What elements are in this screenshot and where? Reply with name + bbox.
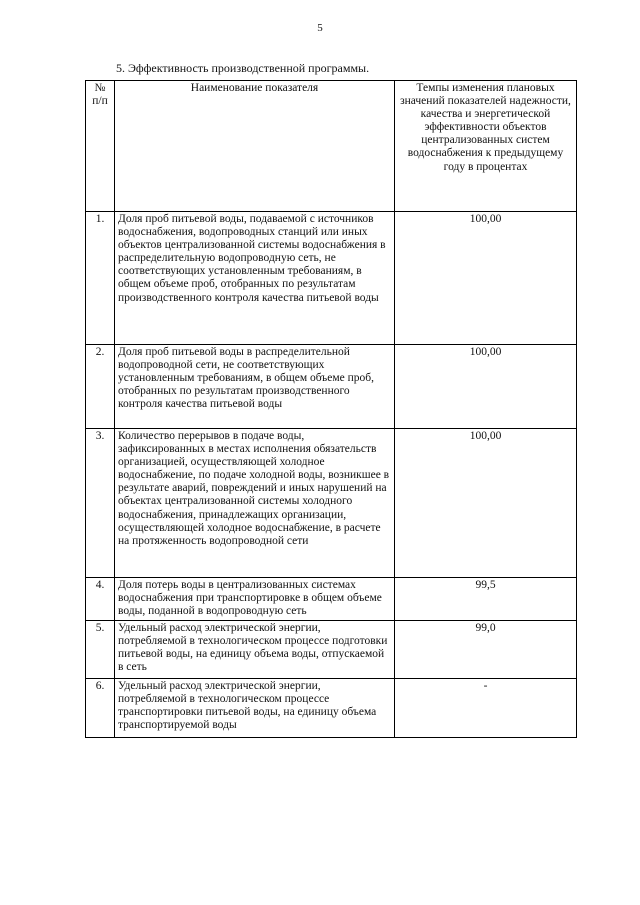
row-number: 2. xyxy=(86,345,115,429)
table-row xyxy=(86,679,577,738)
row-indicator-name: Количество перерывов в подаче воды, зафиксированных в местах исполнения обязательств организацией, осуществляющей холодное водоснабжение, по подаче холодной воды, возникшее в результате аварий, повреждений и иных нарушений на объектах централизованной системы холодного водоснабжения, принадлежащих организации, осуществляющей холодное водоснабжение, в расчете на протяженность водопроводной сети xyxy=(115,429,395,578)
header-number: № п/п xyxy=(86,81,115,212)
header-indicator-name: Наименование показателя xyxy=(115,81,395,212)
table-header-row xyxy=(86,81,577,212)
table-row xyxy=(86,578,577,621)
row-value: 99,0 xyxy=(395,621,577,679)
row-number: 1. xyxy=(86,212,115,345)
table-row xyxy=(86,345,577,429)
row-number: 5. xyxy=(86,621,115,679)
header-change-rate: Темпы изменения плановых значений показателей надежности, качества и энергетической эффективности объектов централизованных систем водоснабжения к предыдущему году в процентах xyxy=(395,81,577,212)
page-number: 5 xyxy=(317,22,323,34)
row-indicator-name: Доля проб питьевой воды в распределительной водопроводной сети, не соответствующих установленным требованиям, в общем объеме проб, отобранных по результатам производственного контроля качества питьевой воды xyxy=(115,345,395,429)
row-indicator-name: Удельный расход электрической энергии, потребляемой в технологическом процессе подготовки питьевой воды, на единицу объема воды, отпускаемой в сеть xyxy=(115,621,395,679)
row-value: - xyxy=(395,679,577,738)
row-number: 6. xyxy=(86,679,115,738)
table-row xyxy=(86,621,577,679)
table-row xyxy=(86,212,577,345)
row-value: 100,00 xyxy=(395,345,577,429)
row-number: 4. xyxy=(86,578,115,621)
table-row xyxy=(86,429,577,578)
row-indicator-name: Удельный расход электрической энергии, потребляемой в технологическом процессе транспортировки питьевой воды, на единицу объема транспортируемой воды xyxy=(115,679,395,738)
efficiency-table xyxy=(85,80,577,738)
row-value: 100,00 xyxy=(395,429,577,578)
row-indicator-name: Доля проб питьевой воды, подаваемой с источников водоснабжения, водопроводных станций или иных объектов централизованной системы водоснабжения в распределительную водопроводную сеть, не соответствующих установленным требованиям, в общем объеме проб, отобранных по результатам производственного контроля качества питьевой воды xyxy=(115,212,395,345)
row-indicator-name: Доля потерь воды в централизованных системах водоснабжения при транспортировке в общем объеме воды, поданной в водопроводную сеть xyxy=(115,578,395,621)
row-value: 99,5 xyxy=(395,578,577,621)
row-number: 3. xyxy=(86,429,115,578)
row-value: 100,00 xyxy=(395,212,577,345)
section-title: 5. Эффективность производственной программы. xyxy=(116,61,370,75)
